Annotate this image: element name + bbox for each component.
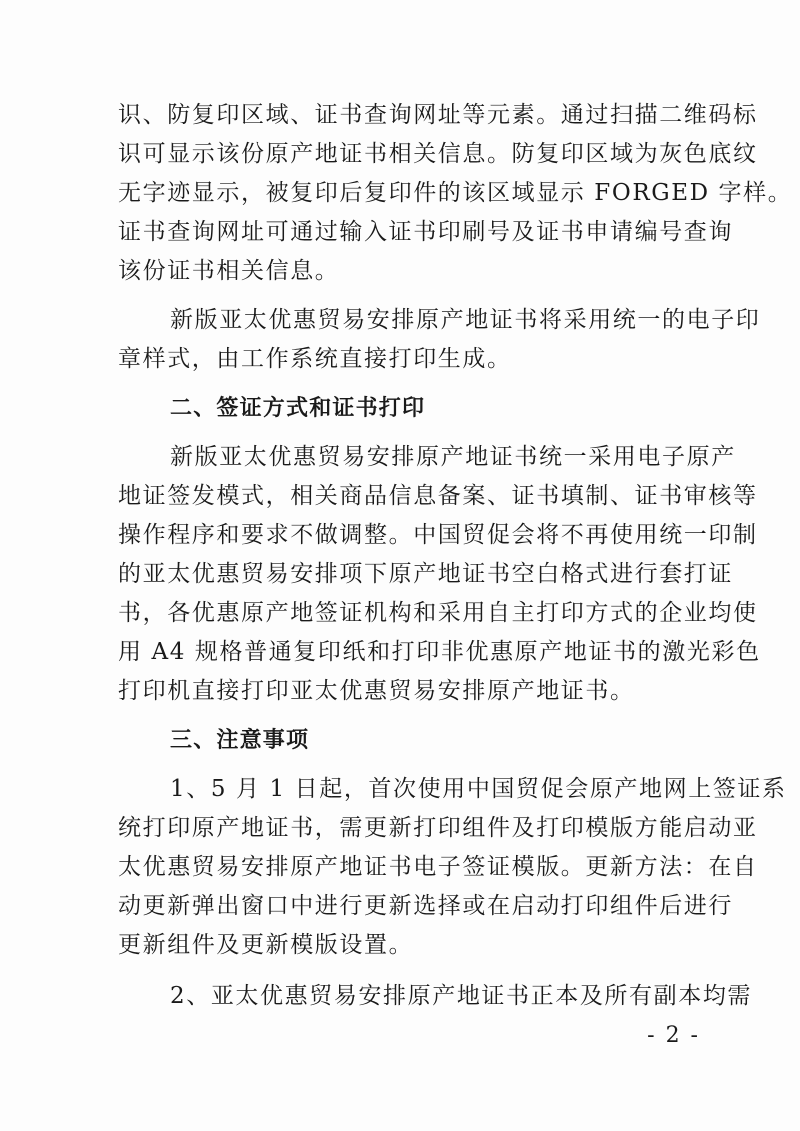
- text-line: 动更新弹出窗口中进行更新选择或在启动打印组件后进行: [118, 893, 733, 919]
- text-line: 操作程序和要求不做调整。中国贸促会将不再使用统一印制: [118, 522, 758, 548]
- text-line: 无字迹显示，被复印后复印件的该区域显示 FORGED 字样。: [118, 180, 793, 206]
- text-line: 章样式，由工作系统直接打印生成。: [118, 346, 512, 372]
- text-line: 用 A4 规格普通复印纸和打印非优惠原产地证书的激光彩色: [118, 639, 761, 665]
- section-heading-notes: 三、注意事项: [170, 728, 310, 753]
- section-heading-visa-and-printing: 二、签证方式和证书打印: [170, 396, 426, 421]
- text-line: 地证签发模式，相关商品信息备案、证书填制、证书审核等: [118, 483, 758, 509]
- page-number: - 2 -: [647, 1023, 700, 1048]
- text-line: 2、亚太优惠贸易安排原产地证书正本及所有副本均需: [170, 983, 753, 1009]
- text-line: 该份证书相关信息。: [118, 258, 340, 284]
- text-line: 新版亚太优惠贸易安排原产地证书将采用统一的电子印: [170, 307, 761, 333]
- text-line: 太优惠贸易安排原产地证书电子签证模版。更新方法：在自: [118, 854, 758, 880]
- document-body: [118, 96, 793, 1016]
- text-line: 更新组件及更新模版设置。: [118, 932, 414, 958]
- text-line: 书，各优惠原产地签证机构和采用自主打印方式的企业均使: [118, 600, 758, 626]
- text-line: 证书查询网址可通过输入证书印刷号及证书申请编号查询: [118, 219, 733, 245]
- text-line: 1、5 月 1 日起，首次使用中国贸促会原产地网上签证系: [170, 776, 787, 802]
- text-line: 的亚太优惠贸易安排项下原产地证书空白格式进行套打证: [118, 561, 733, 587]
- text-line: 新版亚太优惠贸易安排原产地证书统一采用电子原产: [170, 444, 736, 470]
- text-line: 打印机直接打印亚太优惠贸易安排原产地证书。: [118, 678, 635, 704]
- paragraph-note-1: [118, 770, 787, 965]
- text-line: 统打印原产地证书，需更新打印组件及打印模版方能启动亚: [118, 815, 758, 841]
- paragraph-anti-copy-elements: [118, 96, 793, 291]
- paragraph-note-2: [118, 977, 753, 1016]
- text-line: 识可显示该份原产地证书相关信息。防复印区域为灰色底纹: [118, 141, 758, 167]
- paragraph-electronic-issuance: [118, 438, 761, 711]
- text-line: 识、防复印区域、证书查询网址等元素。通过扫描二维码标: [118, 102, 758, 128]
- paragraph-electronic-seal: [118, 301, 761, 379]
